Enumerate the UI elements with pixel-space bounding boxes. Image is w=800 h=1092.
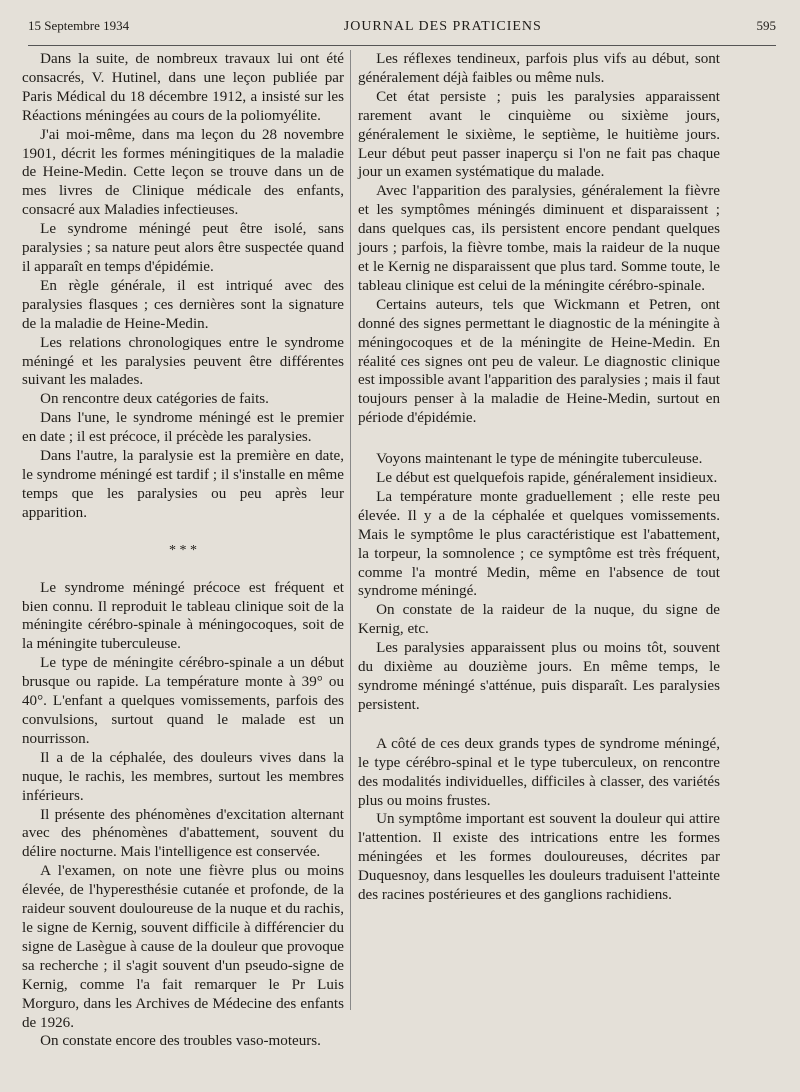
column-divider: [350, 50, 351, 1010]
paragraph: A côté de ces deux grands types de syndrome méningé, le type cérébro-spinal et le type tuberculeux, on rencontre des modalités individuelles, difficiles à classer, des variétés plus ou moins frustes.: [358, 735, 720, 809]
paragraph-gap: [358, 428, 720, 450]
paragraph: On constate encore des troubles vaso-moteurs.: [40, 1033, 321, 1050]
paragraph: Les relations chronologiques entre le syndrome méningé et les paralysies peuvent être différentes suivant les malades.: [22, 334, 344, 389]
paragraph: Le type de méningite cérébro-spinale a un début brusque ou rapide. La température monte à 39° ou 40°. L'enfant a quelques vomissements, parfois des convulsions, surtout quand le malade est un nourrisson.: [22, 655, 344, 747]
paragraph: Dans la suite, de nombreux travaux lui ont été consacrés, V. Hutinel, dans une leçon publiée par Paris Médical du 18 décembre 1912, a insisté sur les Réactions méningées au cours de la poliomyélite.: [22, 51, 344, 124]
paragraph: Avec l'apparition des paralysies, généralement la fièvre et les symptômes méningés diminuent et disparaissent ; dans quelques cas, ils persistent encore pendant quelques jours ; parfois, la fièvre tombe, mais la raideur de la nuque et le Kernig ne disparaissent que plus tard. Somme toute, le tableau clinique est celui de la méningite cérébro-spinale.: [358, 183, 720, 294]
paragraph: Dans l'une, le syndrome méningé est le premier en date ; il est précoce, il précède les paralysies.: [22, 410, 344, 446]
running-header: [28, 18, 776, 46]
paragraph: Dans l'autre, la paralysie est la première en date, le syndrome méningé est tardif ; il s'installe en même temps que les paralysies ou peu après leur apparition.: [22, 448, 344, 521]
paragraph: Le début est quelquefois rapide, généralement insidieux.: [376, 470, 718, 487]
paragraph: A l'examen, on note une fièvre plus ou moins élevée, de l'hyperesthésie cutanée et profonde, de la raideur souvent douloureuse de la nuque et du rachis, le signe de Kernig, souvent difficile à différencier du signe de Lasègue à cause de la douleur que provoque sa recherche ; il s'agit souvent d'un pseudo-signe de Kernig, comme l'a fait remarquer le Pr Luis Morguro, dans les Archives de Médecine des enfants de 1926.: [22, 863, 344, 1031]
section-separator: * * *: [169, 542, 197, 558]
paragraph: On rencontre deux catégories de faits.: [40, 391, 269, 408]
paragraph: J'ai moi-même, dans ma leçon du 28 novembre 1901, décrit les formes méningitiques de la maladie de Heine-Medin. Cette leçon se trouve dans un de mes livres de Clinique médicale des enfants, consacré aux Maladies infectieuses.: [22, 126, 344, 219]
paragraph: Les réflexes tendineux, parfois plus vifs au début, sont généralement déjà faibles ou même nuls.: [358, 51, 720, 86]
right-column: [358, 50, 720, 905]
journal-title: JOURNAL DES PRATICIENS: [343, 19, 542, 34]
header-date: 15 Septembre 1934: [28, 18, 130, 33]
paragraph: Certains auteurs, tels que Wickmann et Petren, ont donné des signes permettant le diagnostic de la méningite à méningocoques et de la méningite de Heine-Medin. En réalité ces signes ont peu de valeur. Le diagnostic clinique est impossible avant l'apparition des paralysies ; mais il faut toujours penser à la maladie de Heine-Medin, surtout en période d'épidémie.: [358, 296, 720, 427]
page-number: 595: [756, 18, 776, 33]
paragraph: Il a de la céphalée, des douleurs vives dans la nuque, le rachis, les membres, surtout les membres inférieurs.: [22, 749, 344, 804]
left-column: [22, 50, 344, 1051]
paragraph: Cet état persiste ; puis les paralysies apparaissent rarement avant le cinquième ou sixième jours, généralement le sixième, le septième, le huitième jours. Leur début peut passer inaperçu si l'on ne fait pas chaque jour un examen systématique du malade.: [358, 88, 720, 181]
paragraph: Le syndrome méningé peut être isolé, sans paralysies ; sa nature peut alors être suspectée quand il apparaît en temps d'épidémie.: [22, 221, 344, 275]
paragraph: Voyons maintenant le type de méningite tuberculeuse.: [376, 451, 703, 468]
paragraph: Les paralysies apparaissent plus ou moins tôt, souvent du dixième au douzième jours. En même temps, le syndrome méningé s'atténue, puis disparaît. Les paralysies persistent.: [358, 640, 720, 713]
paragraph-gap: [358, 715, 720, 735]
paragraph: Il présente des phénomènes d'excitation alternant avec des phénomènes d'abattement, souvent du délire nocturne. Mais l'intelligence est conservée.: [22, 806, 344, 861]
paragraph: En règle générale, il est intriqué avec des paralysies flasques ; ces dernières sont la signature de la maladie de Heine-Medin.: [22, 277, 344, 332]
paragraph: Le syndrome méningé précoce est fréquent et bien connu. Il reproduit le tableau clinique soit de la méningite cérébro-spinale à méningocoques, soit de la méningite tuberculeuse.: [22, 579, 344, 653]
paragraph: On constate de la raideur de la nuque, du signe de Kernig, etc.: [358, 602, 720, 638]
paragraph: Un symptôme important est souvent la douleur qui attire l'attention. Il existe des intrications entre les formes méningées et les formes douloureuses, décrites par Duquesnoy, dans lesquelles les douleurs traduisent l'atteinte des racines postérieures et des ganglions rachidiens.: [358, 811, 720, 904]
paragraph: La température monte graduellement ; elle reste peu élevée. Il y a de la céphalée et quelques vomissements. Mais le symptôme le plus caractéristique est l'abattement, la torpeur, la somnolence ; ce symptôme est très fréquent, comme l'a montré Medin, même en l'absence de tout syndrome méningé.: [358, 488, 720, 600]
